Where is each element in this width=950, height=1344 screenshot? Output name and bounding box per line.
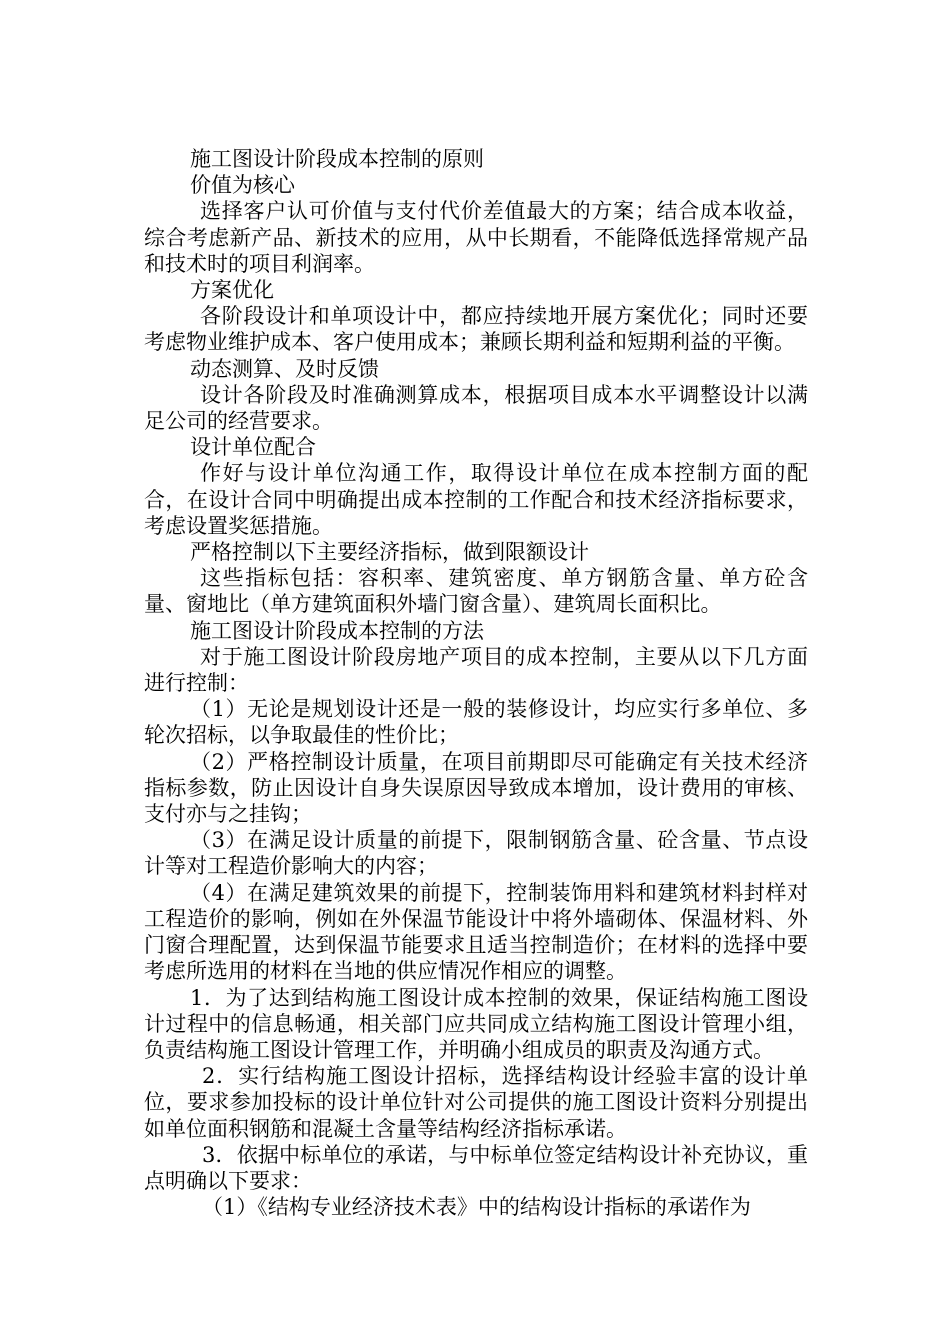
subheading: 严格控制以下主要经济指标，做到限额设计 bbox=[190, 540, 589, 565]
list-item: （4）在满足建筑效果的前提下，控制装饰用料和建筑材料封样对工程造价的影响，例如在外保温节能设计中将外墙砌体、保温材料、外门窗合理配置，达到保温节能要求且适当控制造价；在材料的选择中要考虑所选用的材料在当地的供应情况作相应的调整。 bbox=[144, 880, 808, 984]
list-item: （1）《结构专业经济技术表》中的结构设计指标的承诺作为 bbox=[202, 1195, 751, 1220]
body-paragraph: 这些指标包括：容积率、建筑密度、单方钢筋含量、单方砼含量、窗地比（单方建筑面积外墙门窗含量）、建筑周长面积比。 bbox=[144, 566, 808, 617]
numbered-paragraph: 3．依据中标单位的承诺，与中标单位签定结构设计补充协议，重点明确以下要求： bbox=[144, 1142, 808, 1193]
list-item: （2）严格控制设计质量，在项目前期即尽可能确定有关技术经济指标参数，防止因设计自身失误原因导致成本增加，设计费用的审核、支付亦与之挂钩； bbox=[144, 749, 808, 827]
subheading: 价值为核心 bbox=[190, 173, 295, 198]
document-body bbox=[144, 146, 808, 1220]
body-paragraph: 设计各阶段及时准确测算成本，根据项目成本水平调整设计以满足公司的经营要求。 bbox=[144, 382, 808, 434]
section-heading: 施工图设计阶段成本控制的方法 bbox=[190, 618, 484, 643]
numbered-paragraph: 1．为了达到结构施工图设计成本控制的效果，保证结构施工图设计过程中的信息畅通，相关部门应共同成立结构施工图设计管理小组，负责结构施工图设计管理工作，并明确小组成员的职责及沟通方式。 bbox=[144, 985, 808, 1062]
body-paragraph: 作好与设计单位沟通工作，取得设计单位在成本控制方面的配合，在设计合同中明确提出成本控制的工作配合和技术经济指标要求，考虑设置奖惩措施。 bbox=[144, 461, 808, 538]
subheading: 动态测算、及时反馈 bbox=[190, 356, 379, 381]
body-paragraph: 对于施工图设计阶段房地产项目的成本控制，主要从以下几方面进行控制： bbox=[144, 644, 808, 696]
body-paragraph: 选择客户认可价值与支付代价差值最大的方案；结合成本收益，综合考虑新产品、新技术的应用，从中长期看，不能降低选择常规产品和技术时的项目利润率。 bbox=[144, 199, 808, 276]
list-item: （1）无论是规划设计还是一般的装修设计，均应实行多单位、多轮次招标，以争取最佳的性价比； bbox=[144, 697, 808, 748]
subheading: 方案优化 bbox=[190, 278, 274, 303]
subheading: 设计单位配合 bbox=[190, 435, 316, 460]
numbered-paragraph: 2．实行结构施工图设计招标，选择结构设计经验丰富的设计单位，要求参加投标的设计单位针对公司提供的施工图设计资料分别提出如单位面积钢筋和混凝土含量等结构经济指标承诺。 bbox=[144, 1064, 808, 1141]
list-item: （3）在满足设计质量的前提下，限制钢筋含量、砼含量、节点设计等对工程造价影响大的内容； bbox=[144, 828, 808, 879]
section-heading: 施工图设计阶段成本控制的原则 bbox=[190, 147, 484, 171]
body-paragraph: 各阶段设计和单项设计中，都应持续地开展方案优化；同时还要考虑物业维护成本、客户使用成本；兼顾长期利益和短期利益的平衡。 bbox=[144, 304, 808, 355]
